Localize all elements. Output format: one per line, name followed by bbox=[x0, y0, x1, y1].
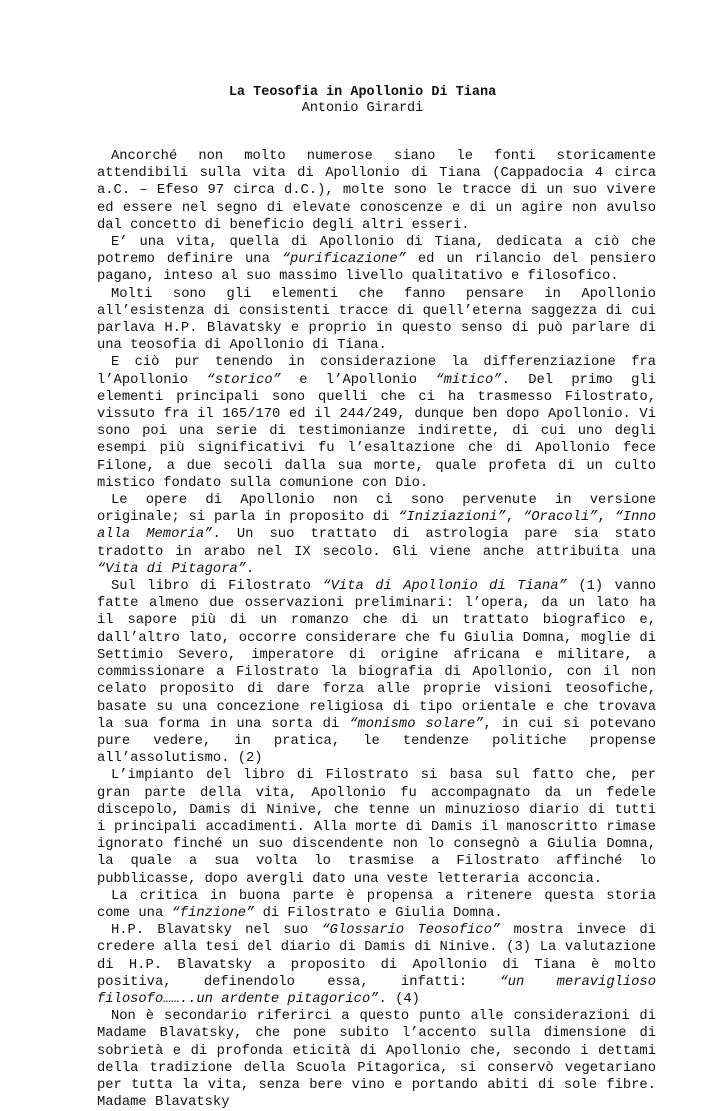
paragraph bbox=[97, 492, 656, 578]
text-span: . Un suo trattato di astrologia pare sia stato tradotto in arabo nel IX secolo. Gli viene anche attribuita una bbox=[97, 527, 656, 560]
text-span: , in cui si potevano pure vedere, in pratica, le tendenze politiche propense all’assolutismo. (2) bbox=[97, 716, 656, 767]
document-body bbox=[97, 148, 656, 1111]
text-span: mostra invece di credere alla tesi del diario di Damis di Ninive. (3) La valutazione di H.P. Blavatsky a proposito di Apollonio di Tiana è molto positiva, definendolo essa, infatti: bbox=[97, 923, 656, 990]
text-span: Molti sono gli elementi che fanno pensare in Apollonio all’esistenza di consistenti tracce di quell’eterna saggezza di cui parlava H.P. Blavatsky e proprio in questo senso di può parlare di una teosofia di Apollonio di Tiana. bbox=[97, 286, 656, 354]
document-title: La Teosofia in Apollonio Di Tiana bbox=[228, 85, 497, 100]
paragraph bbox=[97, 767, 656, 887]
paragraph bbox=[97, 888, 656, 922]
author-name: Antonio Girardi bbox=[301, 101, 424, 116]
text-span: di Filostrato e Giulia Domna. bbox=[254, 905, 503, 921]
text-span: La critica in buona parte è propensa a ritenere questa storia come una bbox=[97, 888, 656, 921]
text-span: E ciò pur tenendo in considerazione la differenziazione fra l’Apollonio bbox=[97, 355, 656, 388]
italic-text-span: “monismo solare” bbox=[349, 716, 484, 732]
text-span: , bbox=[597, 510, 615, 526]
paragraph bbox=[97, 922, 656, 1008]
text-span: . (4) bbox=[378, 991, 420, 1007]
italic-text-span: “Inno alla Memoria” bbox=[97, 510, 656, 543]
text-span: . bbox=[246, 561, 255, 577]
text-span: (1) vanno fatte almeno due osservazioni preliminari: l’opera, da un lato ha il sapore più di un romanzo che di un trattato biografico e, dall’altro lato, occorre considerare che fu Giulia Domna, moglie di Settimio Severo, imperatore di origine africana e militare, a commissionare a Filostrato la biografia di Apollonio, con il non celato proposito di dare forza alle proprie visioni teosofiche, basate su una concezione religiosa di tipo orientale e che trovava la sua forma in una sorta di bbox=[97, 579, 657, 732]
paragraph bbox=[97, 354, 656, 492]
text-span: , bbox=[505, 510, 523, 526]
text-span: H.P. Blavatsky nel suo bbox=[111, 923, 322, 939]
italic-text-span: “Glossario Teosofico” bbox=[321, 923, 501, 939]
text-span: E’ una vita, quella di Apollonio di Tiana, dedicata a ciò che potremo definire una bbox=[97, 235, 656, 268]
italic-text-span: “Vita di Pitagora” bbox=[97, 561, 247, 577]
text-span: Le opere di Apollonio non ci sono pervenute in versione originale; si parla in proposito di bbox=[97, 493, 656, 526]
italic-text-span: “mitico” bbox=[435, 372, 502, 388]
text-span: ed un rilancio del pensiero pagano, inteso al suo massimo livello qualitativo e filosofico. bbox=[97, 252, 656, 285]
text-span: Non è secondario riferirci a questo punto alle considerazioni di Madame Blavatsky, che pone subito l’accento sulla dimensione di sobrietà e di profonda eticità di Apollonio che, secondo i dettami della tradizione della Scuola Pitagorica, si conservò vegetariano per tutta la vita, senza bere vino e portando abiti di sole fibre. Madame Blavatsky bbox=[97, 1009, 656, 1111]
italic-text-span: “un meraviglioso filosofo……..un ardente pitagorico” bbox=[97, 974, 656, 1007]
italic-text-span: “storico” bbox=[206, 372, 281, 388]
italic-text-span: “finzione” bbox=[171, 905, 255, 921]
paragraph bbox=[97, 578, 656, 767]
italic-text-span: “Iniziazioni” bbox=[398, 510, 506, 526]
text-span: L’impianto del libro di Filostrato si basa sul fatto che, per gran parte della vita, Apollonio fu accompagnato da un fedele discepolo, Damis di Ninive, che tenne un minuzioso diario di tutti i principali accadimenti. Alla morte di Damis il manoscritto rimase ignorato finché un suo discendente non lo consegnò a Giulia Domna, la quale a sua volta lo trasmise a Filostrato affinché lo pubblicasse, dopo avergli dato una veste letteraria acconcia. bbox=[97, 768, 656, 887]
italic-text-span: “purificazione” bbox=[281, 252, 406, 268]
text-span: Sul libro di Filostrato bbox=[111, 579, 323, 595]
text-span: Ancorché non molto numerose siano le fonti storicamente attendibili sulla vita di Apollonio di Tiana (Cappadocia 4 circa a.C. – Efeso 97 circa d.C.), molte sono le tracce di un suo vivere ed essere nel segno di elevate conoscenze e di un agire non avulso dal concetto di beneficio degli altri esseri. bbox=[97, 149, 656, 233]
italic-text-span: “Oracoli” bbox=[522, 510, 598, 526]
text-span: e l’Apollonio bbox=[280, 372, 436, 388]
italic-text-span: “Vita di Apollonio di Tiana” bbox=[322, 579, 567, 595]
paragraph bbox=[97, 148, 656, 234]
paragraph bbox=[97, 234, 656, 286]
paragraph bbox=[97, 286, 656, 355]
text-span: . Del primo gli elementi principali sono quelli che ci ha trasmesso Filostrato, vissuto fra il 165/170 ed il 244/249, dunque ben dopo Apollonio. Vi sono poi una serie di testimonianze indirette, di cui uno degli esempi più significativi fu l’esaltazione che di Apollonio fece Filone, a due secoli dalla sua morte, quale profeta di un culto mistico fondato sulla comunione con Dio. bbox=[97, 372, 656, 491]
